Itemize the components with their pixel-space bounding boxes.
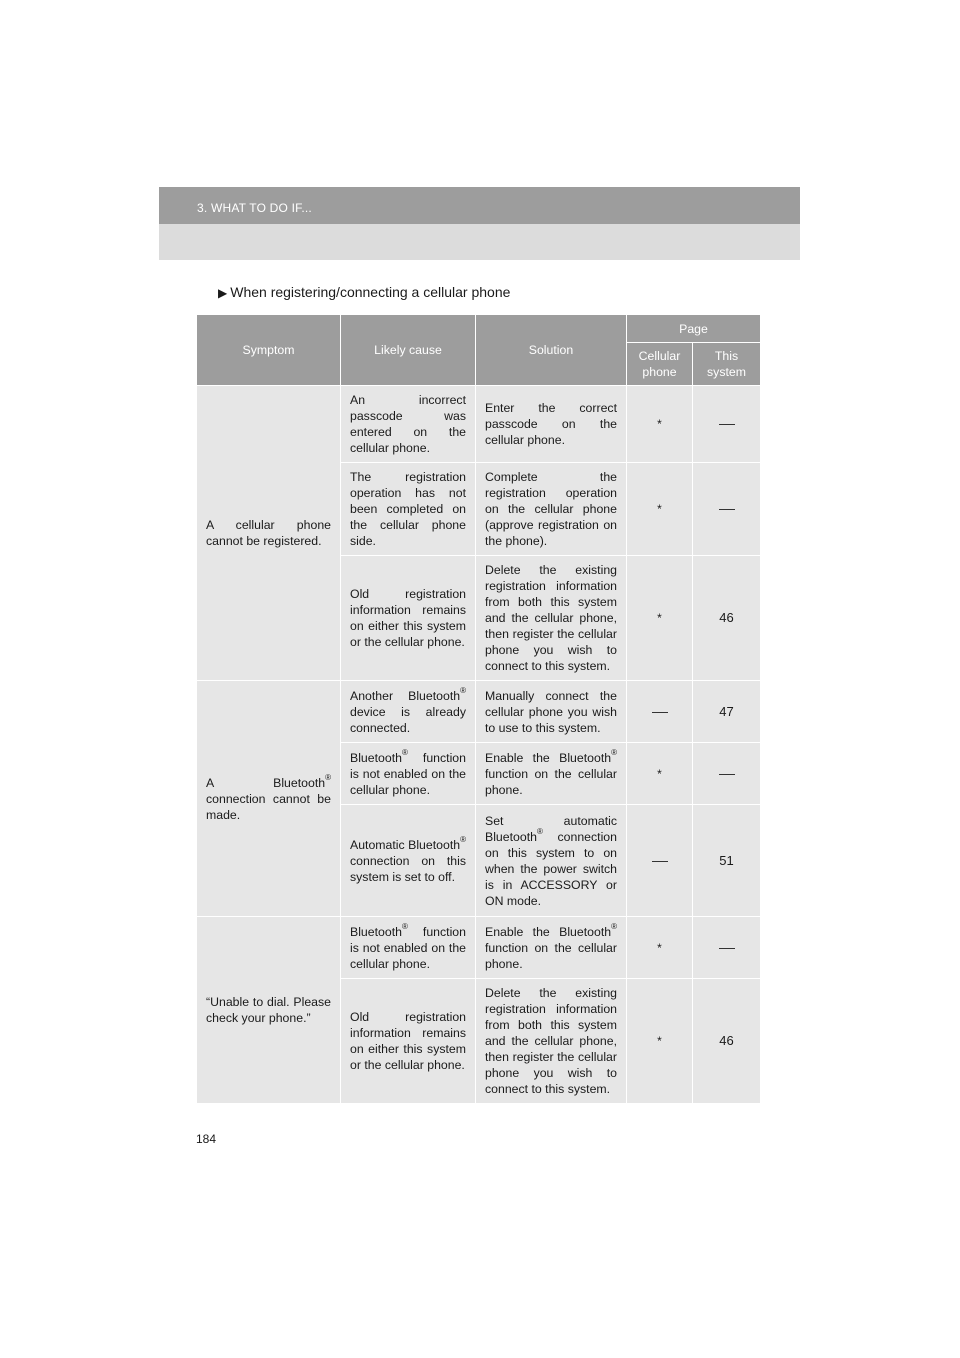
header-cellular-phone: Cellular phone bbox=[627, 343, 693, 386]
dash-mark bbox=[652, 712, 668, 713]
system-page-cell bbox=[693, 743, 761, 805]
page-number: 184 bbox=[196, 1132, 217, 1146]
asterisk-mark: * bbox=[657, 1034, 662, 1048]
dash-mark bbox=[719, 509, 735, 510]
header-solution: Solution bbox=[476, 315, 627, 386]
cause-cell: Bluetooth® function is not enabled on the cellular phone. bbox=[341, 917, 476, 979]
system-page-cell bbox=[693, 917, 761, 979]
system-page-cell: 46 bbox=[693, 979, 761, 1104]
system-page-cell: 46 bbox=[693, 556, 761, 681]
cellular-page-cell bbox=[627, 463, 693, 556]
table-row bbox=[197, 681, 761, 743]
header-this-system: This system bbox=[693, 343, 761, 386]
header-band bbox=[159, 187, 800, 260]
cause-cell: An incorrect passcode was entered on the cellular phone. bbox=[341, 386, 476, 463]
system-page-cell bbox=[693, 386, 761, 463]
system-page-cell: 51 bbox=[693, 805, 761, 917]
dash-mark bbox=[719, 948, 735, 949]
asterisk-mark: * bbox=[657, 940, 662, 955]
cellular-page-cell bbox=[627, 917, 693, 979]
cause-cell: Bluetooth® function is not enabled on the cellular phone. bbox=[341, 743, 476, 805]
cellular-page-cell bbox=[627, 386, 693, 463]
dash-mark bbox=[719, 774, 735, 775]
section-title: 3. WHAT TO DO IF... bbox=[197, 201, 312, 215]
cause-cell: Old registration information remains on either this system or the cellular phone. bbox=[341, 979, 476, 1104]
subheading-text: When registering/connecting a cellular phone bbox=[230, 284, 511, 300]
symptom-cell: A cellular phone cannot be registered. bbox=[197, 386, 341, 681]
system-page-cell bbox=[693, 463, 761, 556]
cellular-page-cell bbox=[627, 743, 693, 805]
triangle-arrow-icon: ▶ bbox=[218, 286, 228, 300]
header-symptom: Symptom bbox=[197, 315, 341, 386]
cause-cell: Another Bluetooth® device is already connected. bbox=[341, 681, 476, 743]
solution-cell: Set automatic Bluetooth® connection on this system to on when the power switch is in ACCESSORY or ON mode. bbox=[476, 805, 627, 917]
cause-cell: Old registration information remains on either this system or the cellular phone. bbox=[341, 556, 476, 681]
dash-mark bbox=[652, 861, 668, 862]
cellular-page-cell bbox=[627, 556, 693, 681]
cellular-page-cell bbox=[627, 681, 693, 743]
asterisk-mark: * bbox=[657, 417, 662, 431]
cause-cell: The registration operation has not been completed on the cellular phone side. bbox=[341, 463, 476, 556]
asterisk-mark: * bbox=[657, 502, 662, 516]
subheading bbox=[218, 284, 510, 300]
solution-cell: Manually connect the cellular phone you wish to use to this system. bbox=[476, 681, 627, 743]
asterisk-mark: * bbox=[657, 611, 662, 625]
table-row bbox=[197, 917, 761, 979]
solution-cell: Enable the Bluetooth® function on the cellular phone. bbox=[476, 917, 627, 979]
header-page: Page bbox=[627, 315, 761, 343]
system-page-cell: 47 bbox=[693, 681, 761, 743]
table-row bbox=[197, 386, 761, 463]
solution-cell: Enable the Bluetooth® function on the cellular phone. bbox=[476, 743, 627, 805]
symptom-cell: “Unable to dial. Please check your phone.” bbox=[197, 917, 341, 1104]
solution-cell: Complete the registration operation on the cellular phone (approve registration on the phone). bbox=[476, 463, 627, 556]
header-likely-cause: Likely cause bbox=[341, 315, 476, 386]
cause-cell: Automatic Bluetooth® connection on this system is set to off. bbox=[341, 805, 476, 917]
solution-cell: Enter the correct passcode on the cellular phone. bbox=[476, 386, 627, 463]
cellular-page-cell bbox=[627, 805, 693, 917]
header-bar bbox=[159, 187, 800, 224]
troubleshooting-table bbox=[196, 314, 761, 1104]
symptom-cell: A Bluetooth® connection cannot be made. bbox=[197, 681, 341, 917]
solution-cell: Delete the existing registration information from both this system and the cellular phone, then register the cellular phone you wish to connect to this system. bbox=[476, 556, 627, 681]
dash-mark bbox=[719, 424, 735, 425]
cellular-page-cell bbox=[627, 979, 693, 1104]
solution-cell: Delete the existing registration information from both this system and the cellular phone, then register the cellular phone you wish to connect to this system. bbox=[476, 979, 627, 1104]
asterisk-mark: * bbox=[657, 766, 662, 781]
